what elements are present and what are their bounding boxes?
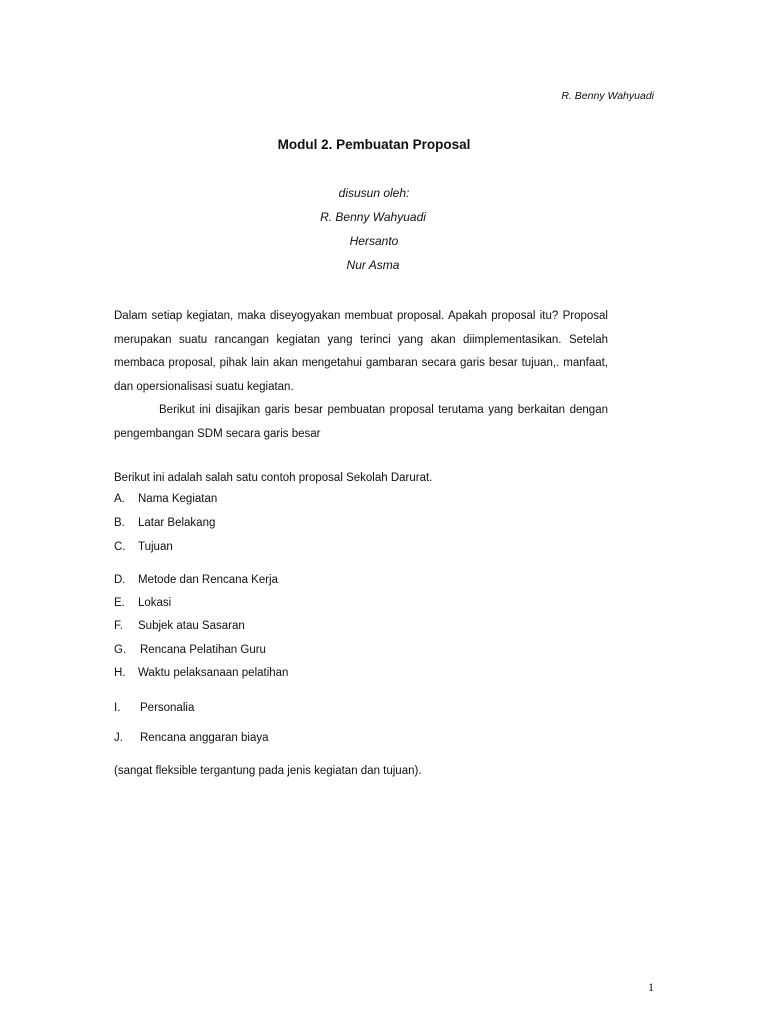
list-item-letter: A. <box>114 493 125 505</box>
paragraph: Berikut ini disajikan garis besar pembuatan proposal terutama yang berkaitan dengan pengembangan SDM secara garis besar <box>114 404 608 440</box>
list-item-letter: H. <box>114 667 126 679</box>
list-item-letter: F. <box>114 620 123 632</box>
author-name: Hersanto <box>349 234 399 248</box>
list-item <box>114 620 245 632</box>
list-item-text: Nama Kegiatan <box>138 493 218 505</box>
list-item-letter: G. <box>114 644 127 656</box>
list-item-letter: E. <box>114 597 125 609</box>
list-intro: Berikut ini adalah salah satu contoh proposal Sekolah Darurat. <box>114 472 433 484</box>
list-item-text: Waktu pelaksanaan pelatihan <box>138 667 289 679</box>
authors-label: disusun oleh: <box>338 186 410 200</box>
page-number: 1 <box>648 980 654 994</box>
list-item-text: Latar Belakang <box>138 517 216 529</box>
list-item-letter: C. <box>114 541 126 553</box>
list-item <box>114 493 217 505</box>
body-text <box>114 305 608 446</box>
list-item <box>114 644 266 656</box>
author-name: R. Benny Wahyuadi <box>320 210 426 224</box>
list-item-text: Rencana Pelatihan Guru <box>140 644 266 656</box>
list-item-letter: I. <box>114 702 121 714</box>
list-item-text: Subjek atau Sasaran <box>138 620 245 632</box>
list-item-letter: B. <box>114 517 125 529</box>
list-item <box>114 732 269 744</box>
header-author: R. Benny Wahyuadi <box>561 90 654 102</box>
list-item <box>114 702 194 714</box>
list-item-text: Rencana anggaran biaya <box>140 732 269 744</box>
list-item <box>114 667 288 679</box>
list-item-letter: D. <box>114 574 126 586</box>
document-title: Modul 2. Pembuatan Proposal <box>277 137 471 152</box>
list-item <box>114 541 173 553</box>
paragraph: Dalam setiap kegiatan, maka diseyogyakan membuat proposal. Apakah proposal itu? Proposal merupakan suatu rancangan kegiatan yang terinci yang akan diimplementasikan. Setelah membaca proposal, pihak lain akan mengetahui gambaran secara garis besar tujuan,. manfaat, dan opersionalisasi suatu kegiatan. <box>114 310 608 393</box>
list-item <box>114 574 278 586</box>
list-item <box>114 597 171 609</box>
list-item-text: Lokasi <box>138 597 172 609</box>
list-note: (sangat fleksible tergantung pada jenis kegiatan dan tujuan). <box>114 765 422 777</box>
list-item-text: Metode dan Rencana Kerja <box>138 574 279 586</box>
list-item-text: Personalia <box>140 702 195 714</box>
author-name: Nur Asma <box>346 258 400 272</box>
list-item-letter: J. <box>114 732 123 744</box>
list-item <box>114 517 215 529</box>
list-item-text: Tujuan <box>138 541 173 553</box>
authors-block <box>0 185 748 281</box>
